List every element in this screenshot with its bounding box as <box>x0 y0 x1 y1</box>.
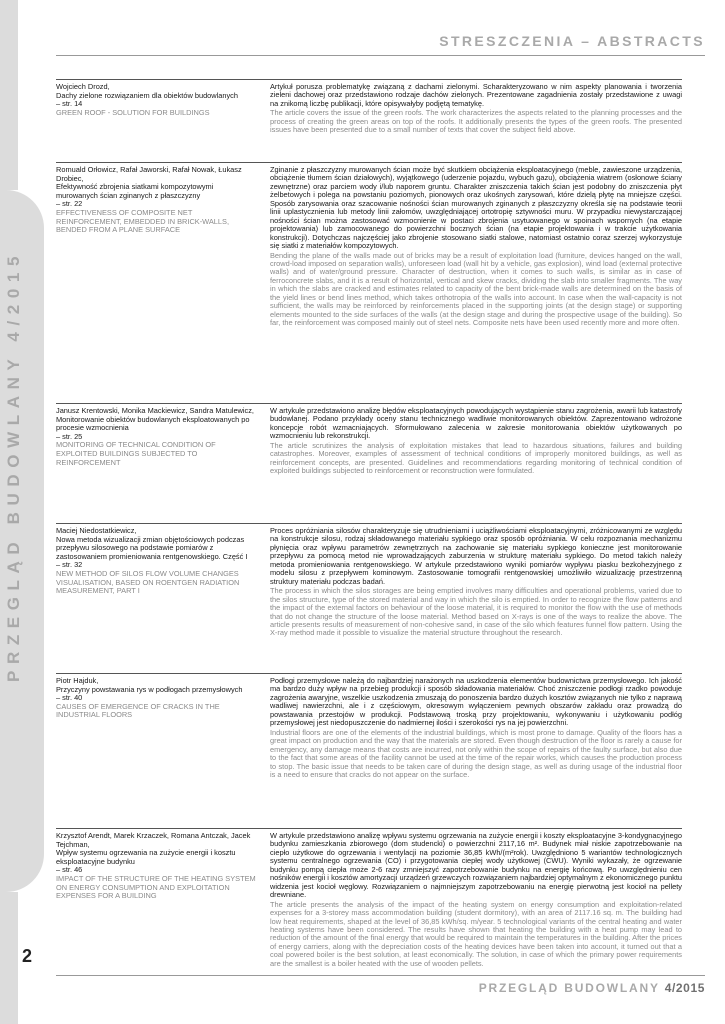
entry-title-pl: Monitorowanie obiektów budowlanych eksploatowanych po procesie wzmocnienia <box>56 414 250 433</box>
entry-title-en: IMPACT OF THE STRUCTURE OF THE HEATING SYSTEM ON ENERGY CONSUMPTION AND EXPLOITATION EXPENSES FOR A BUILDING <box>56 873 256 901</box>
entry-meta <box>56 832 256 901</box>
entry-page: – str. 22 <box>56 199 83 209</box>
footer-journal <box>479 981 705 995</box>
entry-page: – str. 40 <box>56 693 83 703</box>
abstract-en: The article covers the issue of the green roofs. The work characterizes the aspects related to the planning processes and the process of creating the green areas on top of the roofs. It additionally presents the types of the green roofs. The presented issues have been presented due to a small number of texts that cover the subject field above. <box>270 108 682 135</box>
entry-page: – str. 14 <box>56 99 83 109</box>
entry-title-pl: Efektywność zbrojenia siatkami kompozytowymi murowanych ścian zginanych z płaszczyzny <box>56 182 214 200</box>
abstract-en: Bending the plane of the walls made out of bricks may be a result of exploitation load (furniture, devices hanged on the wall, crowd-load imposed on separation walls), unforeseen load (wall hit by a vehicle, gas explosion), wind load (external protective walls) and of water/ground pressure. Character of destruction, when it comes to such walls, is similar as in case of ferroconcrete slabs, and it is a result of horizontal, vertical and skew cracks, dividing the slab into smaller fragments. The way in which the slabs are cracked and estimates related to capacity of the bent brick-made walls are determined on the basis of the yield lines or bend lines method, which takes orthotropia of the walls into account. In case when the wall-capacity is not sufficient, the walls may be reinforced by reinforcements placed in the supporting joints (at the design stage) or supporting elements mounted to the side surfaces of the walls (at the design stage and during the prospective usage of the building). So far, the reinforcement was composed mainly out of steel nets. Composite nets have been used recently more and more often. <box>270 250 682 328</box>
abstracts-list <box>56 79 682 997</box>
section-header: STRESZCZENIA – ABSTRACTS <box>439 33 705 49</box>
entry-page: – str. 25 <box>56 431 83 441</box>
entry-authors: Piotr Hajduk, <box>56 676 99 685</box>
abstract-en: Industrial floors are one of the elements of the industrial buildings, which is most prone to damage. Quality of the floors has a great impact on production and the way that the materials are stored. Even though destruction of the floor is rarely a cause for emergency, any damage means that costs are incurred, not only within the scope of repairs of the faulty surface, but also due to the fact that some areas of the facility cannot be used at the time of the repair works, which causes the production process to stop. The basic issue that needs to be taken care of during the design stage, as well as during usage of the industrial floor is a need to ensure that cracks do not appear on the surface. <box>270 727 682 779</box>
entry-abstract <box>270 407 682 476</box>
entry-meta <box>56 407 256 467</box>
entry-authors: Maciej Niedostatkiewicz, <box>56 526 137 535</box>
side-band-bottom <box>0 892 18 1024</box>
entry-authors: Romuald Orłowicz, Rafał Jaworski, Rafał Nowak, Łukasz Drobiec, <box>56 165 242 183</box>
entry-abstract <box>270 677 682 779</box>
entry-title-en: MONITORING OF TECHNICAL CONDITION OF EXPLOITED BUILDINGS SUBJECTED TO REINFORCEMENT <box>56 440 216 467</box>
entry-title-en: NEW METHOD OF SILOS FLOW VOLUME CHANGES VISUALISATION, BASED ON ROENTGEN RADIATION MEASUREMENT, PART I <box>56 568 240 596</box>
abstract-pl: W artykule przedstawiono analizę błędów eksploatacyjnych powodujących wystąpienie stanu zagrożenia, awarii lub katastrofy budowlanej. Podano przykłady oceny stanu technicznego wadliwie monitorowanych obiektów. Zaprezentowano wdrożone koncepcje robót wzmacniających. Sformułowano zalecenia w zakresie monitorowania obiektów użytkowanych po wzmocnieniu lub rekonstrukcji. <box>270 406 682 441</box>
entry-meta <box>56 166 256 235</box>
entry-authors: Wojciech Drozd, <box>56 82 110 91</box>
abstract-entry <box>56 523 682 673</box>
abstract-entry <box>56 403 682 523</box>
entry-abstract <box>270 83 682 135</box>
abstract-en: The process in which the silos storages are being emptied involves many difficulties and operational problems, varied due to the silos structure, type of the stored material and way in which the silo is emptied. In order to recognize the flow patterns and the impact of the external factors on behaviour of the loose material, it is required to monitor the flow with the use of methods that do not change the structure of the loose material. Method based on X-rays is one of the ways to realize the above. The article presents results of measurement of non-cohesive sand, in case of the silo which features funnel flow pattern. Using the X-ray method made it possible to visualize the material structure throughout the research. <box>270 586 682 638</box>
abstract-en: The article scrutinizes the analysis of exploitation mistakes that lead to hazardous situations, failures and building catastrophes. Moreover, examples of assessment of technical conditions of improperly monitored buildings, as well as reinforcement concepts, are presented. Guidelines and recommendations regarding monitoring of technical condition of exploited buildings subjected to reinforcement or reconstruction were formulated. <box>270 440 682 476</box>
entry-title-pl: Przyczyny powstawania rys w podłogach przemysłowych <box>56 684 243 694</box>
abstract-entry <box>56 162 682 403</box>
abstract-entry <box>56 673 682 828</box>
footer-journal-name: PRZEGLĄD BUDOWLANY <box>478 981 660 995</box>
entry-meta <box>56 677 256 720</box>
entry-meta <box>56 527 256 596</box>
entry-authors: Krzysztof Arendt, Marek Krzaczek, Romana Antczak, Jacek Tejchman, <box>56 831 251 849</box>
entry-title-pl: Nowa metoda wizualizacji zmian objętościowych podczas przepływu silosowego na podstawie pomiarów z zastosowaniem promieniowania rentgenowskiego. Część I <box>56 534 248 561</box>
abstract-pl: W artykule przedstawiono analizę wpływu systemu ogrzewania na zużycie energii i koszty eksploatacyjne 3-kondygnacyjnego budynku zamieszkania zbiorowego (dom studencki) o powierzchni 2117,16 m². Budynek miał niskie zapotrzebowanie na ciepło użytkowe do ogrzewania i wentylacji na poziomie 36,85 kWh/(m²rok). Uwzględniono 5 wariantów technologicznych systemu centralnego ogrzewania (CO) i przygotowania ciepłej wody użytkowej (CWU). Wyniki wykazały, że ogrzewanie budynku pompą ciepła może 2-6 razy zmniejszyć zapotrzebowanie budynku na energię końcową. Po uwzględnieniu cen nośników energii i kosztów amortyzacji urządzeń grzewczych rozwiązaniem najbardziej optymalnym z ekonomicznego punktu widzenia jest kocioł węglowy. Rozwiązaniem o najmniejszym zapotrzebowaniu na energię pierwotną jest kocioł na pellety drewniane. <box>270 831 682 900</box>
footer-rule <box>56 975 705 976</box>
entry-abstract <box>270 527 682 638</box>
footer-issue: 4/2015 <box>664 981 705 995</box>
abstract-entry <box>56 79 682 162</box>
abstract-entry <box>56 828 682 997</box>
entry-meta <box>56 83 256 117</box>
abstract-pl: Proces opróżniania silosów charakteryzuje się utrudnieniami i uciążliwościami eksploatacyjnymi, zróżnicowanymi ze względu na konstrukcje silosu, rodzaj składowanego materiału sypkiego oraz sposób opróżniania. W celu rozpoznania mechanizmu płynięcia oraz wpływu parametrów zewnętrznych na zachowanie się materiału sypkiego konieczne jest monitorowanie przepływu za pomocą metod nie wprowadzających zaburzenia w strukturę materiału sypkiego. Do metod takich należy metoda promieniowania rentgenowskiego. W artykule przedstawiono wyniki pomiarów wypływu piasku bezkohezyjnego z modelu silosu z przepływem kominowym. Zastosowanie tomografii rentgenowskiej umożliwiło wizualizację przestrzenną struktury materiału podczas badań. <box>270 526 682 586</box>
entry-authors: Janusz Krentowski, Monika Mackiewicz, Sandra Matulewicz, <box>56 406 254 415</box>
sidebar-journal-title: PRZEGLĄD BUDOWLANY 4/2015 <box>4 250 23 683</box>
entry-title-en: CAUSES OF EMERGENCE OF CRACKS IN THE INDUSTRIAL FLOORS <box>56 701 220 720</box>
entry-page: – str. 46 <box>56 865 83 875</box>
abstract-pl: Artykuł porusza problematykę związaną z dachami zielonymi. Scharakteryzowano w nim aspekty planowania i tworzenia zieleni dachowej oraz przedstawiono rodzaje dachów zielonych. Prezentowane zagadnienia zostały przedstawione z uwagi na znikomą liczbę publikacji, które opisywałyby podjętą tematykę. <box>270 82 682 108</box>
entry-title-pl: Wpływ systemu ogrzewania na zużycie energii i kosztu eksploatacyjne budynku <box>56 848 236 866</box>
header-rule <box>56 55 705 56</box>
entry-abstract <box>270 166 682 328</box>
entry-page: – str. 32 <box>56 560 83 570</box>
side-band-top <box>0 0 18 190</box>
abstract-pl: Podłogi przemysłowe należą do najbardziej narażonych na uszkodzenia elementów budownictwa przemysłowego. Ich jakość ma bardzo duży wpływ na przebieg produkcji i sposób składowania materiałów. Choć zniszczenie podłogi rzadko powoduje zagrożenia awaryjne, wszelkie uszkodzenia zmuszają do ponoszenia bardzo dużych kosztów związanych nie tylko z naprawą wadliwej nawierzchni, ale i z częściowym, okresowym wyłączeniem pewnych obszarów zakładu oraz prowadzą do powstawania przestojów w produkcji. Podstawową troską przy projektowaniu, wykonywaniu i użytkowaniu podłóg przemysłowej jest niedopuszczenie do nadmiernej ilości i szerokości rys na jej powierzchni. <box>270 676 682 728</box>
entry-abstract <box>270 832 682 968</box>
abstract-en: The article presents the analysis of the impact of the heating system on energy consumption and exploitation-related expenses for a 3-storey mass accommodation building (student dormitory), with an area of 2117.16 sq. m. The building had low heat requirements, shaped at the level of 36,85 kWh/sq. m/year. 5 technological variants of the central heating and water heating systems have been considered. The results have shown that heating the building with a heat pump may lead to reduction of the amount of the final energy that would be required to maintain the temperatures in the building. After the prices of energy carriers, along with the depreciation costs of the heating devices have been taken into account, it turned out that a coal powered boiler is the best solution, at least economically. The solution, in case of which the primary power requirements are the smallest is a boiler heated with the use of wooden pellets. <box>270 899 682 968</box>
abstract-pl: Zginanie z płaszczyzny murowanych ścian może być skutkiem obciążenia eksploatacyjnego (meble, zawieszone urządzenia, obciążenie tłumem ścian działowych), wyjątkowego (uderzenie pojazdu, wybuch gazu), obciążenia wiatrem (osłonowe ściany zewnętrzne) oraz parciem wody i/lub naporem gruntu. Charakter zniszczenia takich ścian jest podobny do zniszczenia płyt żelbetowych i polega na powstaniu poziomych, pionowych oraz ukośnych zarysowań, które dzielą płytę na mniejsze części. Sposób zarysowania oraz szacowanie nośności ścian murowanych zginanych z płaszczyzny określa się na podstawie teorii linii uplastycznienia lub metody linii załomów, uwzględniającej ortotropię sztywności muru. W przypadku niewystarczającej nośności ścian można zastosować wzmocnienie w postaci zbrojenia usytuowanego w spoinach wspornych (na etapie projektowania) lub zamocowanego do powierzchni bocznych ścian (na etapie projektowania i w trakcie użytkowania konstrukcji). Dotychczas najczęściej jako zbrojenie stosowano siatki stalowe, natomiast ostatnio coraz szerzej wykorzystuje się siatki z materiałów kompozytowych. <box>270 165 682 251</box>
entry-title-pl: Dachy zielone rozwiązaniem dla obiektów budowlanych <box>56 90 238 100</box>
entry-title-en: EFFECTIVENESS OF COMPOSITE NET REINFORCEMENT, EMBEDDED IN BRICK-WALLS, BENDED FROM A PLANE SURFACE <box>56 207 230 235</box>
entry-title-en: GREEN ROOF - SOLUTION FOR BUILDINGS <box>56 107 210 117</box>
page-number: 2 <box>22 946 33 966</box>
